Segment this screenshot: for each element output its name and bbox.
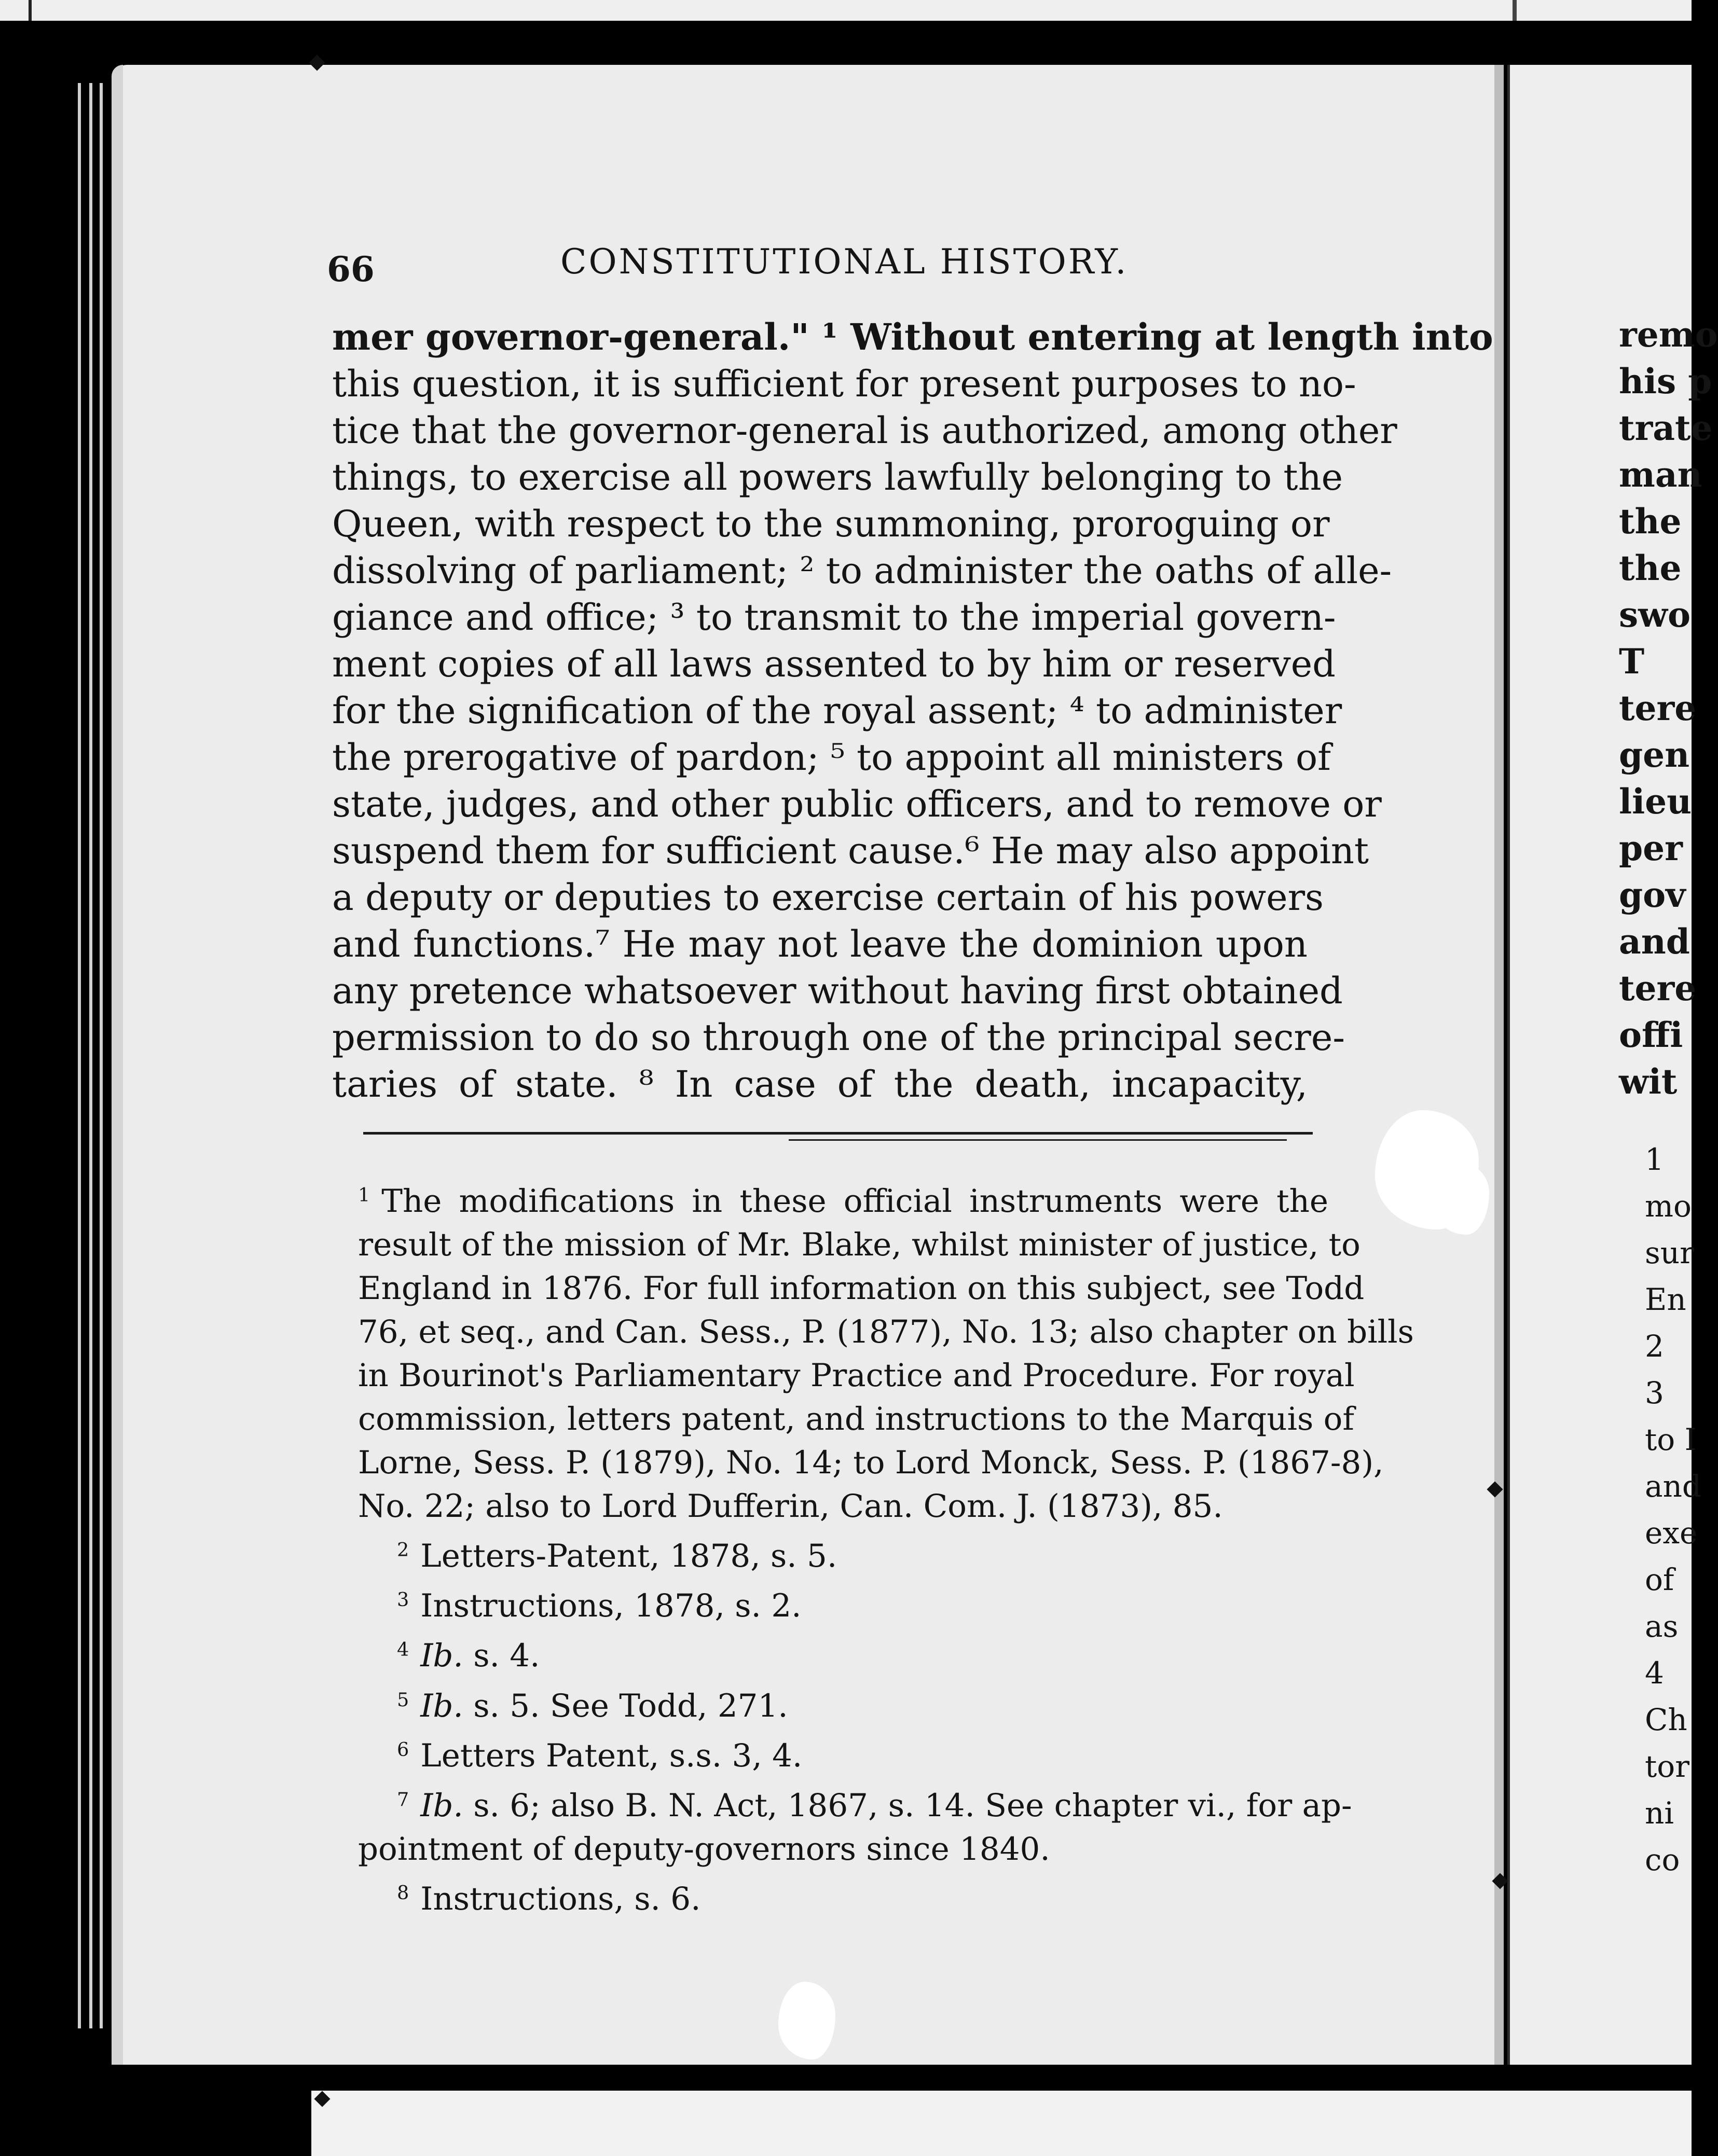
right-fn-line: mo (1645, 1188, 1692, 1224)
footnote-number: 8 (397, 1881, 409, 1904)
right-page-footnotes (1645, 1136, 1702, 1883)
body-text (332, 314, 1493, 1108)
footnote-6 (358, 1728, 1328, 1778)
page-header (327, 239, 1313, 301)
page-stack-edge (78, 83, 81, 2028)
footnote-text: s. 5. See Todd, 271. (463, 1687, 788, 1724)
right-line: his p (1619, 361, 1712, 402)
body-line: dissolving of parliament; ² to administer the oaths of alle- (332, 549, 1392, 592)
footnote-number: 7 (397, 1788, 409, 1811)
footnote-4 (358, 1628, 1328, 1678)
body-line: suspend them for sufficient cause.⁶ He may also appoint (332, 830, 1369, 872)
right-fn-line: 3 (1645, 1375, 1664, 1411)
right-fn-line: En (1645, 1282, 1686, 1317)
right-line: and (1619, 921, 1690, 962)
book-gutter (1494, 65, 1504, 2065)
right-fn-line: 2 (1645, 1329, 1664, 1364)
right-fn-line: and (1645, 1469, 1702, 1504)
right-fn-line: 4 (1645, 1655, 1664, 1691)
page-stack-edge (100, 83, 103, 2028)
right-fn-line: of (1645, 1562, 1674, 1597)
right-line: offi (1619, 1015, 1683, 1055)
body-line: Queen, with respect to the summoning, proroguing or (332, 503, 1330, 545)
footnote-3 (358, 1578, 1328, 1628)
footnote-text: s. 6; also B. N. Act, 1867, s. 14. See chapter vi., for ap- (463, 1787, 1352, 1824)
footnote-number: 2 (397, 1539, 409, 1561)
right-line: T (1619, 641, 1645, 682)
right-fn-line: Ch (1645, 1702, 1687, 1737)
footnote-text: Letters Patent, s.s. 3, 4. (420, 1737, 803, 1774)
page-number: 66 (327, 249, 375, 289)
footnote-text: Instructions, 1878, s. 2. (420, 1587, 802, 1625)
footnote-text: Letters-Patent, 1878, s. 5. (420, 1538, 837, 1575)
right-line: wit (1619, 1061, 1678, 1102)
footnote-line: 76, et seq., and Can. Sess., P. (1877), No. 13; also chapter on bills (358, 1314, 1414, 1351)
ibid-abbrev: Ib. (420, 1687, 463, 1724)
adjacent-page-top-strip (0, 0, 1692, 21)
body-line: giance and office; ³ to transmit to the imperial govern- (332, 596, 1336, 639)
right-line: tere (1619, 968, 1697, 1008)
footnote-1 (358, 1173, 1328, 1223)
footnote-number: 5 (397, 1688, 409, 1711)
footnote-line: in Bourinot's Parliamentary Practice and Procedure. For royal (358, 1357, 1355, 1394)
footnote-text: s. 4. (463, 1637, 540, 1675)
right-line: swo (1619, 595, 1690, 635)
footnote-line: pointment of deputy-governors since 1840. (358, 1830, 1050, 1868)
body-line: permission to do so through one of the principal secre- (332, 1016, 1345, 1059)
body-line: things, to exercise all powers lawfully belonging to the (332, 456, 1343, 499)
ibid-abbrev: Ib. (420, 1787, 463, 1824)
footnote-text: The modifications in these official instruments were the (381, 1183, 1328, 1220)
body-line: the prerogative of pardon; ⁵ to appoint all ministers of (332, 736, 1331, 779)
page-stack-edge (89, 83, 92, 2028)
body-line: state, judges, and other public officers, and to remove or (332, 783, 1382, 825)
body-line: mer governor-general." ¹ Without entering at length into (332, 315, 1493, 358)
footnotes (358, 1173, 1414, 1921)
right-fn-line: co (1645, 1842, 1680, 1877)
page-edge (29, 0, 32, 21)
right-line: the (1619, 548, 1682, 588)
body-line: and functions.⁷ He may not leave the dominion upon (332, 923, 1308, 965)
footnote-rule-shadow (789, 1139, 1287, 1141)
right-fn-line: as (1645, 1609, 1679, 1644)
footnote-line: No. 22; also to Lord Dufferin, Can. Com. J. (1873), 85. (358, 1488, 1223, 1525)
body-line: any pretence whatsoever without having first obtained (332, 970, 1343, 1012)
ibid-abbrev: Ib. (420, 1637, 463, 1675)
body-line: taries of state. ⁸ In case of the death, incapacity, (332, 1063, 1308, 1105)
body-line: tice that the governor-general is authorized, among other (332, 409, 1397, 452)
footnote-line: Lorne, Sess. P. (1879), No. 14; to Lord Monck, Sess. P. (1867-8), (358, 1444, 1384, 1482)
right-line: the (1619, 501, 1682, 542)
right-line: tere (1619, 688, 1697, 728)
footnote-text: Instructions, s. 6. (420, 1881, 701, 1917)
right-line: remo (1619, 314, 1718, 355)
footnote-2 (358, 1528, 1328, 1578)
right-line: man (1619, 454, 1702, 495)
right-fn-line: tor (1645, 1749, 1689, 1784)
footnote-number: 4 (397, 1638, 409, 1661)
footnote-line: England in 1876. For full information on this subject, see Todd (358, 1270, 1365, 1307)
right-fn-line: to I (1645, 1422, 1697, 1457)
running-title: CONSTITUTIONAL HISTORY. (560, 242, 1129, 282)
right-line: lieu (1619, 781, 1692, 822)
right-fn-line: ni (1645, 1795, 1674, 1831)
right-page-text (1619, 311, 1718, 1105)
paper-stain (778, 1982, 835, 2060)
page-shadow (112, 65, 123, 2065)
footnote-number: 6 (397, 1738, 409, 1761)
footnote-number: 1 (358, 1184, 370, 1206)
footnote-5 (358, 1678, 1328, 1728)
adjacent-page-bottom-strip (311, 2091, 1692, 2156)
right-line: gen (1619, 735, 1690, 775)
body-line: ment copies of all laws assented to by him or reserved (332, 643, 1336, 685)
footnote-line: result of the mission of Mr. Blake, whilst minister of justice, to (358, 1226, 1360, 1264)
right-fn-line: sur (1645, 1235, 1694, 1270)
footnote-7 (358, 1778, 1352, 1828)
right-fn-line: 1 (1645, 1142, 1664, 1177)
footnote-line: commission, letters patent, and instructions to the Marquis of (358, 1401, 1354, 1438)
footnote-8 (358, 1871, 1328, 1921)
paper-stain (1432, 1162, 1489, 1235)
right-line: gov (1619, 875, 1686, 915)
page-edge (1513, 0, 1517, 21)
body-line: a deputy or deputies to exercise certain of his powers (332, 876, 1324, 919)
body-line: this question, it is sufficient for present purposes to no- (332, 363, 1356, 405)
body-line: for the signification of the royal assent; ⁴ to administer (332, 689, 1342, 732)
right-line: per (1619, 828, 1683, 868)
footnote-rule (363, 1132, 1313, 1135)
footnote-number: 3 (397, 1588, 409, 1611)
right-fn-line: exe (1645, 1515, 1698, 1551)
right-line: trate (1619, 408, 1713, 448)
